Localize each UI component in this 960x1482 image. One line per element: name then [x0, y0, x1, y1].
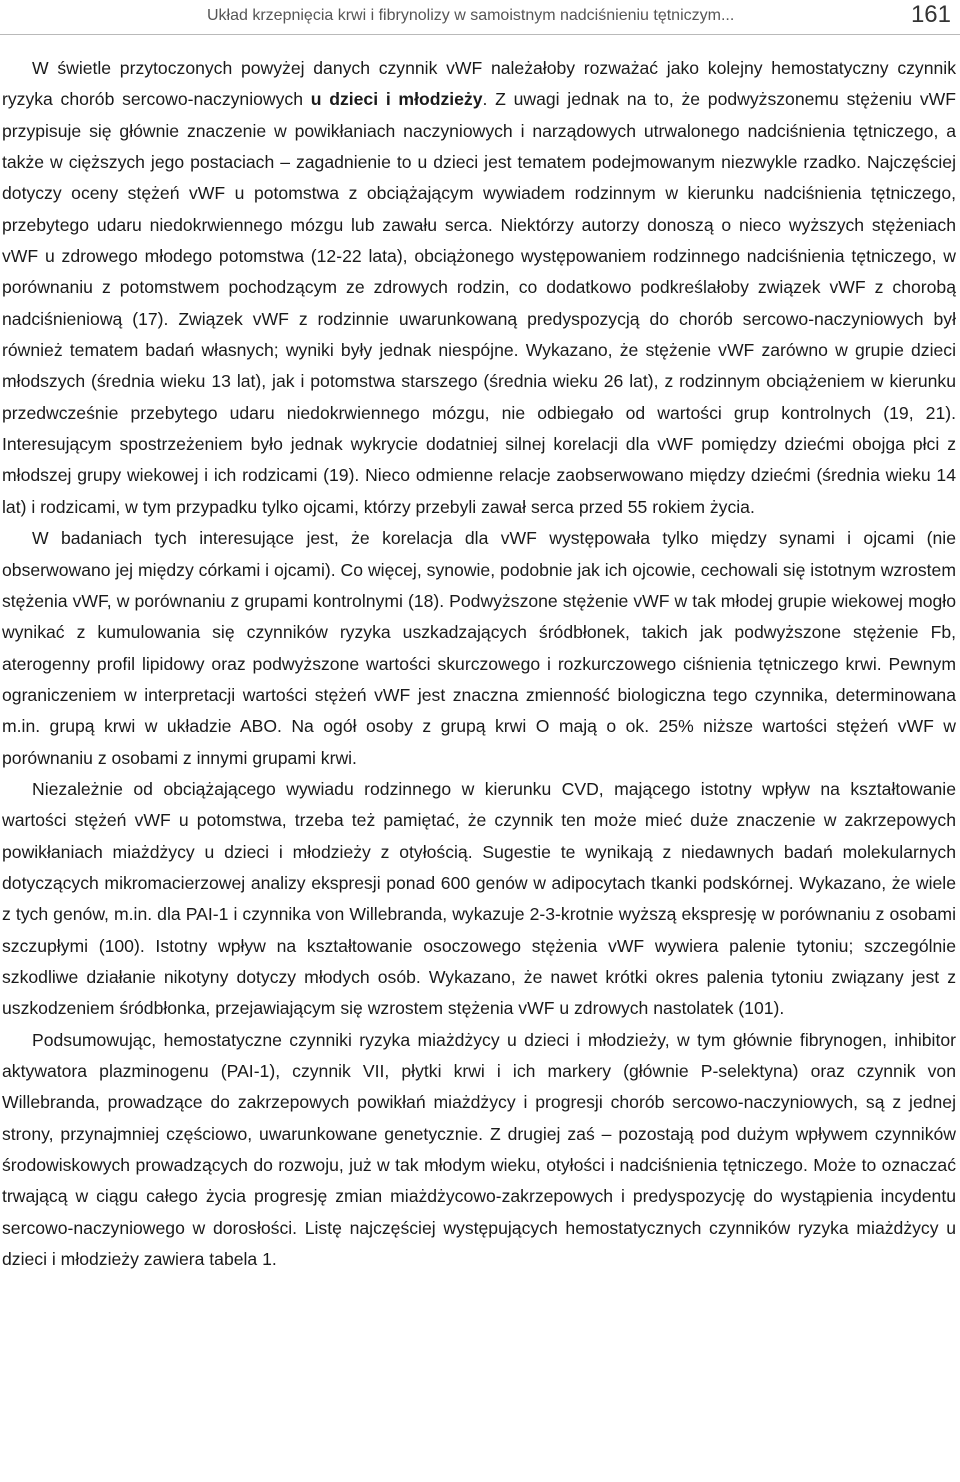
running-title: Układ krzepnięcia krwi i fibrynolizy w samoistnym nadciśnieniu tętniczym...	[207, 7, 735, 24]
page-number: 161	[910, 1, 951, 28]
paragraph-4: Podsumowując, hemostatyczne czynniki ryzyka miażdżycy u dzieci i młodzieży, w tym głównie fibrynogen, inhibitor aktywatora plazminogenu (PAI-1), czynnik VII, płytki krwi i ich markery (głównie P-selektyna) oraz czynnik von Willebranda, prowadzące do zakrzepowych powikłań miażdżycy i progresji chorób sercowo-naczyniowych, są z jednej strony, przynajmniej częściowo, uwarunkowane genetycznie. Z drugiej zaś – pozostają pod dużym wpływem czynników środowiskowych prowadzących do rozwoju, już w tak młodym wieku, otyłości i nadciśnienia tętniczego. Może to oznaczać trwającą w ciągu całego życia progresję zmian miażdżycowo-zakrzepowych i predyspozycję do wystąpienia incydentu sercowo-naczyniowego w dorosłości. Listę najczęściej występujących hemostatycznych czynników ryzyka miażdżycy u dzieci i młodzieży zawiera tabela 1.	[2, 1029, 956, 1270]
page-header	[0, 0, 960, 35]
paragraph-3: Niezależnie od obciążającego wywiadu rodzinnego w kierunku CVD, mającego istotny wpływ na kształtowanie wartości stężeń vWF u potomstwa, trzeba też pamiętać, że czynnik ten może mieć duże znaczenie w zakrzepowych powikłaniach miażdżycy u dzieci i młodzieży z otyłością. Sugestie te wynikają z niedawnych badań molekularnych dotyczących mikromacierzowej analizy ekspresji ponad 600 genów w adipocytach tkanki podskórnej. Wykazano, że wiele z tych genów, m.in. dla PAI-1 i czynnika von Willebranda, wykazuje 2-3-krotnie wyższą ekspresję w porównaniu z osobami szczupłymi (100). Istotny wpływ na kształtowanie osoczowego stężenia vWF wywiera palenie tytoniu; szczególnie szkodliwe działanie nikotyny dotyczy młodych osób. Wykazano, że nawet krótki okres palenia tytoniu związany jest z uszkodzeniem śródbłonka, przejawiającym się wzrostem stężenia vWF u zdrowych nastolatek (101).	[2, 778, 956, 1019]
paragraph-1-end: . Z uwagi jednak na to, że podwyższonemu stężeniu vWF przypisuje się głównie znaczenie w powikłaniach naczyniowych i narządowych utrwalonego nadciśnienia tętniczego, a także w cięższych jego postaciach – zagadnienie to u dzieci jest tematem podejmowanym niezwykle rzadko. Najczęściej dotyczy oceny stężeń vWF u potomstwa z obciążającym wywiadem rodzinnym w kierunku nadciśnienia tętniczego, przebytego udaru niedokrwiennego mózgu lub zawału serca. Niektórzy autorzy donoszą o nieco wyższych stężeniach vWF u zdrowego młodego potomstwa (12-22 lata), obciążonego występowaniem rodzinnego nadciśnienia tętniczego, w porównaniu z potomstwem pochodzącym ze zdrowych rodzin, co dodatkowo podkreślałoby związek vWF z chorobą nadciśnieniową (17). Związek vWF z rodzinnie uwarunkowaną predyspozycją do chorób sercowo-naczyniowych był również tematem badań własnych; wyniki były jednak niespójne. Wykazano, że stężenie vWF zarówno w grupie dzieci młodszych (średnia wieku 13 lat), jak i potomstwa starszego (średnia wieku 26 lat), z rodzinnym obciążeniem w kierunku przedwcześnie przebytego udaru niedokrwiennego mózgu, nie odbiegało od wartości grup kontrolnych (19, 21). Interesującym spostrzeżeniem było jednak wykrycie dodatniej silnej korelacji dla vWF pomiędzy dziećmi obojga płci z młodszej grupy wiekowej i ich rodzicami (19). Nieco odmienne relacje zaobserwowano między dziećmi (średnia wieku 14 lat) i rodzicami, w tym przypadku tylko ojcami, którzy przebyli zawał serca przed 55 rokiem życia.	[2, 89, 956, 517]
paragraph-2: W badaniach tych interesujące jest, że korelacja dla vWF występowała tylko między synami i ojcami (nie obserwowano jej między córkami i ojcami). Co więcej, synowie, podobnie jak ich ojcowie, cechowali się istotnym wzrostem stężenia vWF, w porównaniu z grupami kontrolnymi (18). Podwyższone stężenie vWF w tak młodej grupie wiekowej mogło wynikać z kumulowania się czynników ryzyka uszkadzających śródbłonek, takich jak podwyższone stężenie Fb, aterogenny profil lipidowy oraz podwyższone wartości skurczowego i rozkurczowego ciśnienia tętniczego krwi. Pewnym ograniczeniem w interpretacji wartości stężeń vWF jest znaczna zmienność biologiczna tego czynnika, determinowana m.in. grupą krwi w układzie ABO. Na ogół osoby z grupą krwi O mają o ok. 25% niższe wartości stężeń vWF w porównaniu z osobami z innymi grupami krwi.	[2, 528, 956, 768]
paragraph-1-start: W świetle przytoczonych powyżej danych czynnik vWF należałoby rozważać jako kolejny hemostatyczny czynnik ryzyka chorób sercowo-naczyniowych	[2, 58, 956, 110]
paragraph-1-bold: u dzieci i młodzieży	[310, 89, 483, 110]
body-text	[2, 53, 956, 1275]
paragraph-1	[2, 53, 956, 523]
